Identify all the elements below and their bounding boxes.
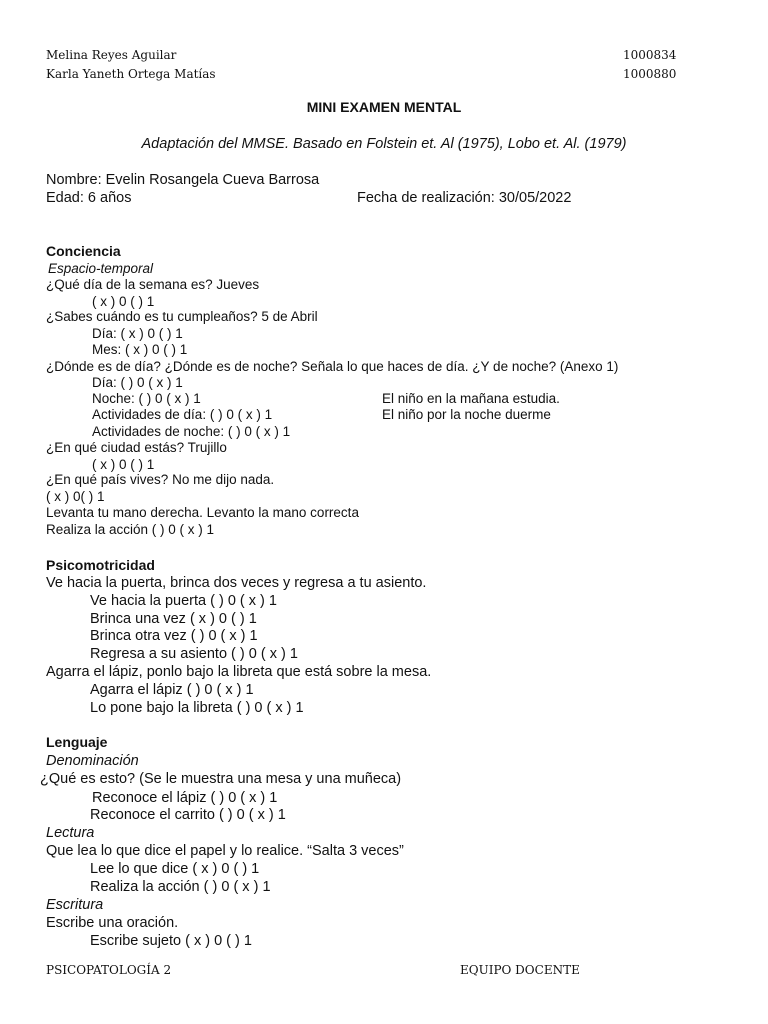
footer-course: PSICOPATOLOGÍA 2 — [46, 963, 172, 977]
section-heading-lenguaje: Lenguaje — [46, 734, 108, 750]
question-line: ¿Qué día de la semana es? Jueves — [46, 277, 260, 292]
author-1-id: 1000834 — [623, 48, 677, 62]
score-line: Brinca otra vez ( ) 0 ( x ) 1 — [90, 628, 258, 644]
question-line: ¿Sabes cuándo es tu cumpleaños? 5 de Abril — [46, 309, 318, 324]
question-line: ¿Dónde es de día? ¿Dónde es de noche? Señala lo que haces de día. ¿Y de noche? (Anexo 1) — [46, 359, 619, 374]
note-line: El niño en la mañana estudia. — [382, 391, 560, 406]
question-line: Que lea lo que dice el papel y lo realice. “Salta 3 veces” — [46, 843, 404, 859]
question-line: ¿En qué país vives? No me dijo nada. — [46, 472, 275, 487]
subheading-escritura: Escritura — [46, 897, 104, 913]
author-2-id: 1000880 — [623, 67, 677, 81]
score-line: Actividades de día: ( ) 0 ( x ) 1 — [92, 407, 273, 422]
score-line: Reconoce el carrito ( ) 0 ( x ) 1 — [90, 807, 286, 823]
patient-name: Nombre: Evelin Rosangela Cueva Barrosa — [46, 172, 320, 188]
score-line: Realiza la acción ( ) 0 ( x ) 1 — [90, 879, 271, 895]
score-line: Actividades de noche: ( ) 0 ( x ) 1 — [92, 424, 291, 439]
score-line: Escribe sujeto ( x ) 0 ( ) 1 — [90, 933, 252, 949]
subheading-lectura: Lectura — [46, 825, 95, 841]
score-line: ( x ) 0 ( ) 1 — [92, 457, 155, 472]
score-line: Noche: ( ) 0 ( x ) 1 — [92, 391, 201, 406]
score-line: Mes: ( x ) 0 ( ) 1 — [92, 342, 188, 357]
patient-age: Edad: 6 años — [46, 190, 132, 206]
section-heading-psicomotricidad: Psicomotricidad — [46, 557, 155, 573]
page-subtitle: Adaptación del MMSE. Basado en Folstein et. Al (1975), Lobo et. Al. (1979) — [141, 136, 627, 152]
score-line: ( x ) 0 ( ) 1 — [92, 294, 155, 309]
score-line: Reconoce el lápiz ( ) 0 ( x ) 1 — [92, 790, 278, 806]
question-line: Levanta tu mano derecha. Levanto la mano correcta — [46, 505, 359, 520]
subheading-denominacion: Denominación — [46, 753, 139, 769]
score-line: Ve hacia la puerta ( ) 0 ( x ) 1 — [90, 593, 277, 609]
score-line: Día: ( x ) 0 ( ) 1 — [92, 326, 183, 341]
question-line: ¿En qué ciudad estás? Trujillo — [46, 440, 227, 455]
score-line: Brinca una vez ( x ) 0 ( ) 1 — [90, 611, 257, 627]
note-line: El niño por la noche duerme — [382, 407, 551, 422]
score-line: Realiza la acción ( ) 0 ( x ) 1 — [46, 522, 215, 537]
score-line: Lo pone bajo la libreta ( ) 0 ( x ) 1 — [90, 700, 304, 716]
score-line: Lee lo que dice ( x ) 0 ( ) 1 — [90, 861, 260, 877]
score-line: Regresa a su asiento ( ) 0 ( x ) 1 — [90, 646, 298, 662]
section-heading-conciencia: Conciencia — [46, 243, 121, 259]
question-line: Escribe una oración. — [46, 915, 179, 931]
question-line: Agarra el lápiz, ponlo bajo la libreta que está sobre la mesa. — [46, 664, 432, 680]
score-line: Día: ( ) 0 ( x ) 1 — [92, 375, 183, 390]
footer-team: EQUIPO DOCENTE — [460, 963, 580, 977]
exam-date: Fecha de realización: 30/05/2022 — [357, 190, 572, 206]
author-2: Karla Yaneth Ortega Matías — [46, 67, 216, 81]
score-line: Agarra el lápiz ( ) 0 ( x ) 1 — [90, 682, 254, 698]
page-title: MINI EXAMEN MENTAL — [306, 99, 462, 115]
subheading-espacio-temporal: Espacio-temporal — [48, 261, 154, 276]
author-1: Melina Reyes Aguilar — [46, 48, 177, 62]
question-line: Ve hacia la puerta, brinca dos veces y regresa a tu asiento. — [46, 575, 427, 591]
score-line: ( x ) 0( ) 1 — [46, 489, 105, 504]
question-line: ¿Qué es esto? (Se le muestra una mesa y una muñeca) — [40, 771, 402, 787]
